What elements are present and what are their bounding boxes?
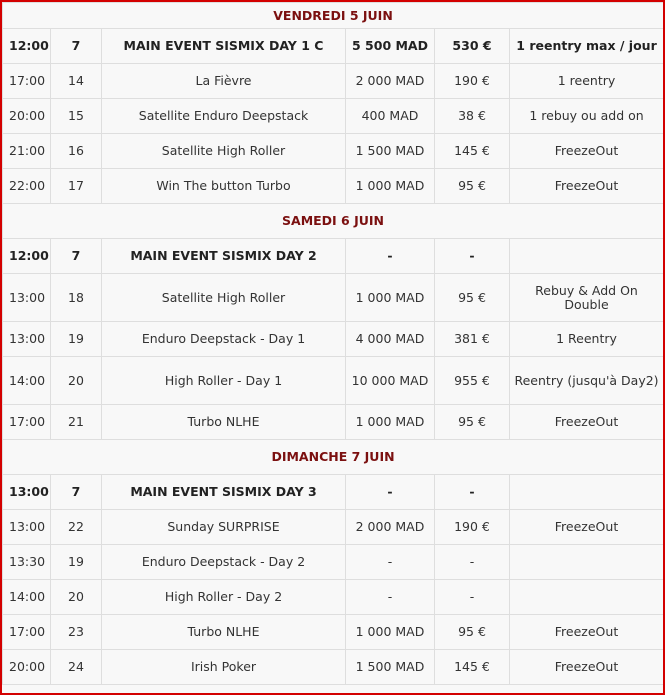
event-number-cell: 20 — [51, 357, 102, 405]
time-cell: 17:00 — [3, 405, 51, 440]
time-cell: 12:00 — [3, 239, 51, 274]
event-number-cell: 18 — [51, 274, 102, 322]
event-number-cell: 19 — [51, 545, 102, 580]
event-name-cell: Turbo NLHE — [102, 615, 346, 650]
event-name-cell: Enduro Deepstack - Day 1 — [102, 322, 346, 357]
day-title: SAMEDI 6 JUIN — [3, 204, 664, 239]
buyin-mad-cell: 5 500 MAD — [346, 29, 435, 64]
buyin-eur-cell: - — [435, 580, 510, 615]
event-row — [3, 239, 664, 274]
event-number-cell: 20 — [51, 580, 102, 615]
format-cell: 1 reentry max / jour — [510, 29, 664, 64]
buyin-eur-cell: 95 € — [435, 274, 510, 322]
event-row — [3, 580, 664, 615]
buyin-eur-cell: 530 € — [435, 29, 510, 64]
event-number-cell: 15 — [51, 99, 102, 134]
format-cell: Rebuy & Add On Double — [510, 274, 664, 322]
event-name-cell: MAIN EVENT SISMIX DAY 1 C — [102, 29, 346, 64]
event-number-cell: 7 — [51, 239, 102, 274]
event-name-cell: Turbo NLHE — [102, 405, 346, 440]
event-row — [3, 274, 664, 322]
buyin-mad-cell: 2 000 MAD — [346, 510, 435, 545]
buyin-eur-cell: 145 € — [435, 650, 510, 685]
event-name-cell: Enduro Deepstack - Day 2 — [102, 545, 346, 580]
format-cell: 1 rebuy ou add on — [510, 99, 664, 134]
time-cell: 21:00 — [3, 134, 51, 169]
event-number-cell: 23 — [51, 615, 102, 650]
event-name-cell: MAIN EVENT SISMIX DAY 2 — [102, 239, 346, 274]
format-cell — [510, 545, 664, 580]
event-row — [3, 615, 664, 650]
event-number-cell: 22 — [51, 510, 102, 545]
buyin-eur-cell: 95 € — [435, 615, 510, 650]
buyin-mad-cell: 1 500 MAD — [346, 650, 435, 685]
buyin-mad-cell: 10 000 MAD — [346, 357, 435, 405]
format-cell — [510, 475, 664, 510]
format-cell: Reentry (jusqu'à Day2) — [510, 357, 664, 405]
event-row — [3, 357, 664, 405]
time-cell: 13:00 — [3, 475, 51, 510]
format-cell: FreezeOut — [510, 650, 664, 685]
event-name-cell: MAIN EVENT SISMIX DAY 3 — [102, 475, 346, 510]
day-header-row — [3, 440, 664, 475]
time-cell: 20:00 — [3, 650, 51, 685]
event-name-cell: Irish Poker — [102, 650, 346, 685]
buyin-eur-cell: 190 € — [435, 64, 510, 99]
buyin-mad-cell: - — [346, 545, 435, 580]
format-cell — [510, 580, 664, 615]
buyin-mad-cell: 1 500 MAD — [346, 134, 435, 169]
time-cell: 14:00 — [3, 580, 51, 615]
event-row — [3, 405, 664, 440]
day-header-row — [3, 204, 664, 239]
buyin-eur-cell: - — [435, 545, 510, 580]
format-cell: FreezeOut — [510, 615, 664, 650]
buyin-eur-cell: 38 € — [435, 99, 510, 134]
format-cell — [510, 239, 664, 274]
event-name-cell: Satellite Enduro Deepstack — [102, 99, 346, 134]
format-cell: FreezeOut — [510, 169, 664, 204]
time-cell: 13:00 — [3, 322, 51, 357]
event-row — [3, 29, 664, 64]
event-name-cell: High Roller - Day 1 — [102, 357, 346, 405]
buyin-eur-cell: - — [435, 239, 510, 274]
buyin-mad-cell: - — [346, 580, 435, 615]
time-cell: 14:00 — [3, 357, 51, 405]
buyin-eur-cell: 190 € — [435, 510, 510, 545]
buyin-mad-cell: - — [346, 475, 435, 510]
format-cell: FreezeOut — [510, 134, 664, 169]
event-row — [3, 322, 664, 357]
event-row — [3, 650, 664, 685]
buyin-mad-cell: 2 000 MAD — [346, 64, 435, 99]
format-cell: 1 reentry — [510, 64, 664, 99]
event-name-cell: Win The button Turbo — [102, 169, 346, 204]
buyin-mad-cell: 1 000 MAD — [346, 274, 435, 322]
format-cell: FreezeOut — [510, 405, 664, 440]
time-cell: 17:00 — [3, 64, 51, 99]
event-name-cell: Sunday SURPRISE — [102, 510, 346, 545]
event-row — [3, 134, 664, 169]
time-cell: 13:00 — [3, 510, 51, 545]
buyin-eur-cell: 955 € — [435, 357, 510, 405]
event-row — [3, 64, 664, 99]
schedule-table — [2, 2, 664, 685]
day-title: DIMANCHE 7 JUIN — [3, 440, 664, 475]
event-row — [3, 545, 664, 580]
event-name-cell: Satellite High Roller — [102, 134, 346, 169]
buyin-mad-cell: 400 MAD — [346, 99, 435, 134]
event-name-cell: High Roller - Day 2 — [102, 580, 346, 615]
buyin-eur-cell: 381 € — [435, 322, 510, 357]
event-number-cell: 14 — [51, 64, 102, 99]
event-row — [3, 99, 664, 134]
time-cell: 12:00 — [3, 29, 51, 64]
event-name-cell: La Fièvre — [102, 64, 346, 99]
buyin-eur-cell: - — [435, 475, 510, 510]
event-number-cell: 7 — [51, 475, 102, 510]
format-cell: FreezeOut — [510, 510, 664, 545]
time-cell: 17:00 — [3, 615, 51, 650]
buyin-mad-cell: 1 000 MAD — [346, 169, 435, 204]
time-cell: 13:30 — [3, 545, 51, 580]
event-name-cell: Satellite High Roller — [102, 274, 346, 322]
event-number-cell: 24 — [51, 650, 102, 685]
buyin-eur-cell: 95 € — [435, 169, 510, 204]
format-cell: 1 Reentry — [510, 322, 664, 357]
event-number-cell: 21 — [51, 405, 102, 440]
time-cell: 22:00 — [3, 169, 51, 204]
event-number-cell: 16 — [51, 134, 102, 169]
event-row — [3, 475, 664, 510]
event-number-cell: 17 — [51, 169, 102, 204]
time-cell: 13:00 — [3, 274, 51, 322]
event-number-cell: 19 — [51, 322, 102, 357]
buyin-eur-cell: 95 € — [435, 405, 510, 440]
day-header-row — [3, 3, 664, 29]
buyin-mad-cell: 1 000 MAD — [346, 615, 435, 650]
buyin-mad-cell: 4 000 MAD — [346, 322, 435, 357]
event-number-cell: 7 — [51, 29, 102, 64]
event-row — [3, 169, 664, 204]
buyin-mad-cell: - — [346, 239, 435, 274]
day-title: VENDREDI 5 JUIN — [3, 3, 664, 29]
buyin-eur-cell: 145 € — [435, 134, 510, 169]
time-cell: 20:00 — [3, 99, 51, 134]
buyin-mad-cell: 1 000 MAD — [346, 405, 435, 440]
event-row — [3, 510, 664, 545]
